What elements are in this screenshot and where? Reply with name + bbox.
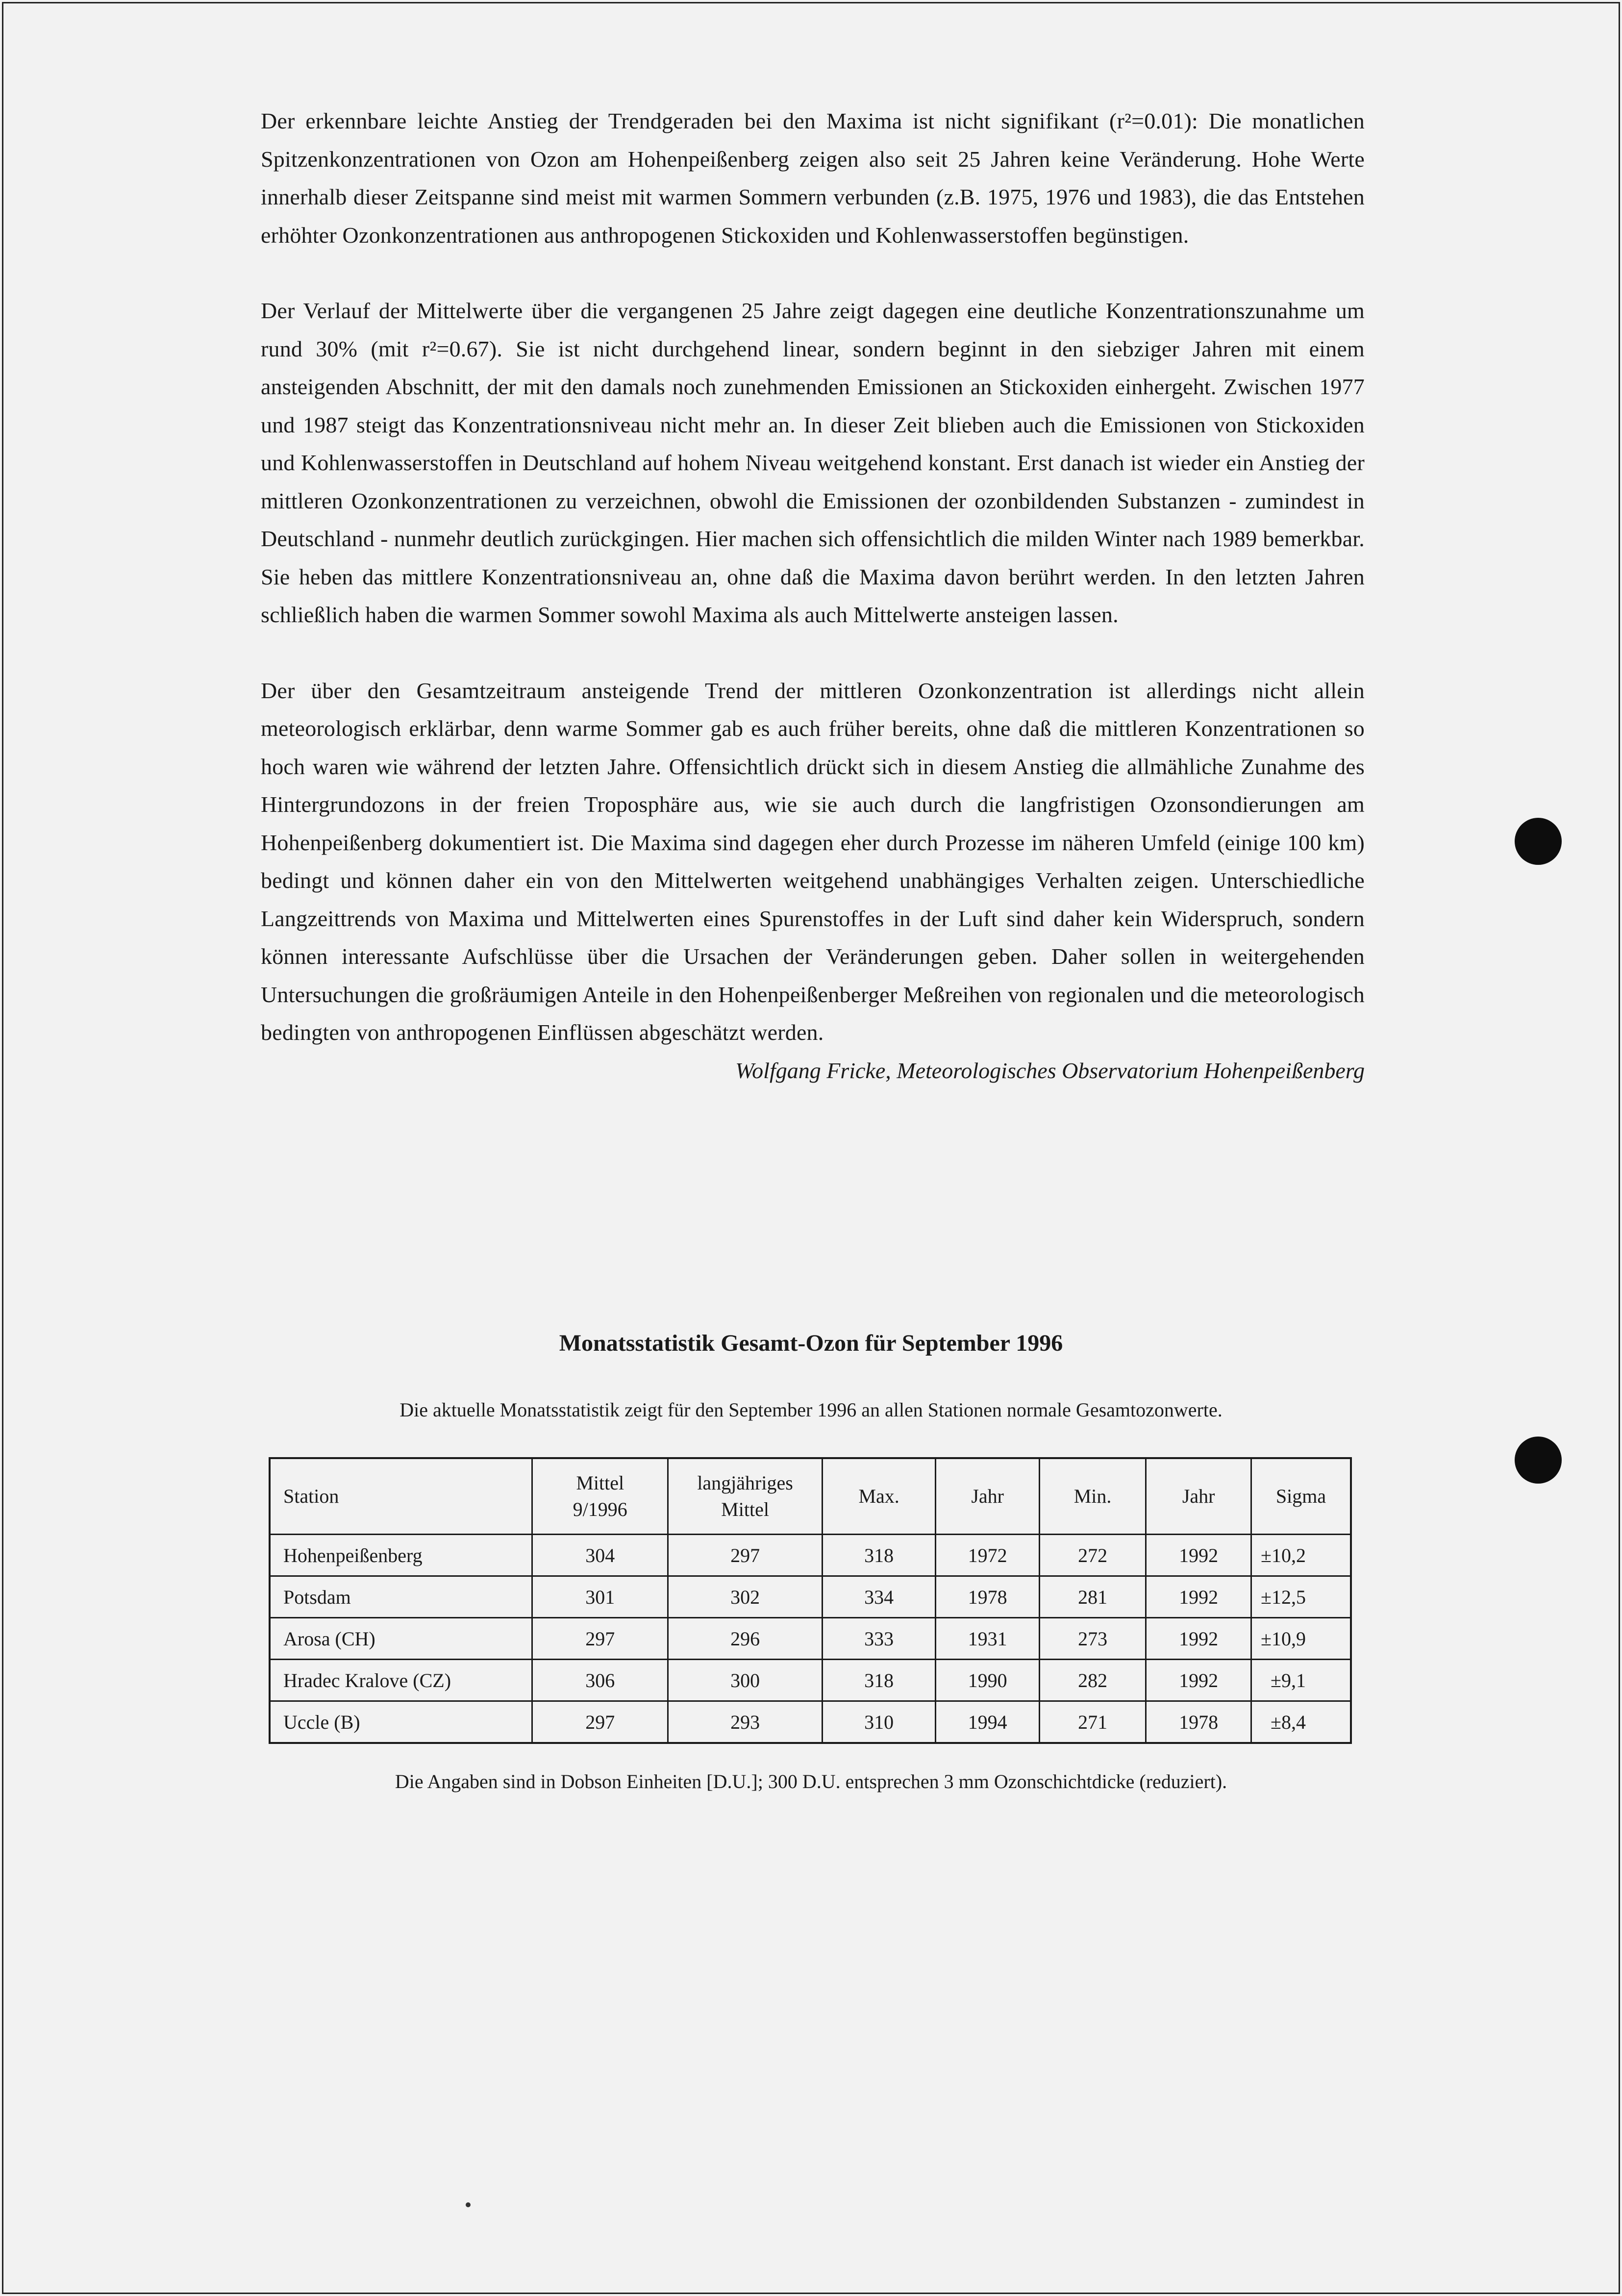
cell-min: 282 <box>1039 1660 1146 1701</box>
header-mittel-line1: Mittel <box>576 1472 624 1494</box>
paragraph-maxima-trend: Der erkennbare leichte Anstieg der Trendgeraden bei den Maxima ist nicht signifikant (r²=0.01): Die monatlichen Spitzenkonzentrationen von Ozon am Hohenpeißenberg zeigen also seit 25 Jahren keine Veränderung. Hohe Werte innerhalb dieser Zeitspanne sind meist mit warmen Sommern verbunden (z.B. 1975, 1976 und 1983), die das Entstehen erhöhter Ozonkonzentrationen aus anthropogenen Stickoxiden und Kohlenwasserstoffen begünstigen. <box>261 108 1365 248</box>
header-max-year: Jahr <box>936 1458 1040 1535</box>
punch-hole-lower <box>1515 1437 1562 1484</box>
cell-max: 333 <box>822 1618 935 1660</box>
cell-min: 281 <box>1039 1576 1146 1618</box>
header-mittel <box>532 1458 668 1535</box>
cell-max-year: 1990 <box>936 1660 1040 1701</box>
header-min-year: Jahr <box>1146 1458 1251 1535</box>
header-mittel-line2: 9/1996 <box>573 1498 627 1520</box>
cell-max-year: 1931 <box>936 1618 1040 1660</box>
cell-langjaehrig: 296 <box>668 1618 823 1660</box>
cell-sigma: ±8,4 <box>1251 1701 1351 1743</box>
header-max: Max. <box>822 1458 935 1535</box>
table-row <box>270 1701 1351 1743</box>
table-row <box>270 1535 1351 1576</box>
cell-station: Hradec Kralove (CZ) <box>270 1660 532 1701</box>
cell-max-year: 1972 <box>936 1535 1040 1576</box>
cell-min-year: 1992 <box>1146 1660 1251 1701</box>
cell-mittel: 301 <box>532 1576 668 1618</box>
cell-sigma: ±9,1 <box>1251 1660 1351 1701</box>
header-langjaehrig <box>668 1458 823 1535</box>
cell-max: 318 <box>822 1535 935 1576</box>
header-sigma: Sigma <box>1251 1458 1351 1535</box>
cell-station: Hohenpeißenberg <box>270 1535 532 1576</box>
cell-station: Uccle (B) <box>270 1701 532 1743</box>
cell-max: 318 <box>822 1660 935 1701</box>
header-langjaehrig-line1: langjähriges <box>697 1472 793 1494</box>
cell-max: 310 <box>822 1701 935 1743</box>
cell-mittel: 297 <box>532 1701 668 1743</box>
cell-sigma: ±10,2 <box>1251 1535 1351 1576</box>
header-min: Min. <box>1039 1458 1146 1535</box>
cell-mittel: 304 <box>532 1535 668 1576</box>
cell-max-year: 1978 <box>936 1576 1040 1618</box>
cell-min: 272 <box>1039 1535 1146 1576</box>
punch-hole-upper <box>1515 818 1562 865</box>
table-row <box>270 1618 1351 1660</box>
cell-min: 271 <box>1039 1701 1146 1743</box>
cell-min-year: 1978 <box>1146 1701 1251 1743</box>
cell-langjaehrig: 300 <box>668 1660 823 1701</box>
author-signature: Wolfgang Fricke, Meteorologisches Observatorium Hohenpeißenberg <box>735 1058 1365 1083</box>
table-row <box>270 1576 1351 1618</box>
statistics-intro: Die aktuelle Monatsstatistik zeigt für den September 1996 an allen Stationen normale Gesamtozonwerte. <box>399 1399 1223 1421</box>
ozone-statistics-table <box>269 1457 1352 1744</box>
cell-min-year: 1992 <box>1146 1618 1251 1660</box>
cell-max: 334 <box>822 1576 935 1618</box>
paragraph-background-ozone: Der über den Gesamtzeitraum ansteigende Trend der mittleren Ozonkonzentration ist allerdings nicht allein meteorologisch erklärbar, denn warme Sommer gab es auch früher bereits, ohne daß die mittleren Konzentrationen so hoch waren wie während der letzten Jahre. Offensichtlich drückt sich in diesem Anstieg die allmähliche Zunahme des Hintergrundozons in der freien Troposphäre aus, wie sie auch durch die langfristigen Ozonsondierungen am Hohenpeißenberg dokumentiert ist. Die Maxima sind dagegen eher durch Prozesse im näheren Umfeld (einige 100 km) bedingt und können daher ein von den Mittelwerten weitgehend unabhängiges Verhalten zeigen. Unterschiedliche Langzeittrends von Maxima und Mittelwerten eines Spurenstoffes in der Luft sind daher kein Widerspruch, sondern können interessante Aufschlüsse über die Ursachen der Veränderungen geben. Daher sollen in weitergehenden Untersuchungen die großräumigen Anteile in den Hohenpeißenberger Meßreihen von regionalen und die meteorologisch bedingten von anthropogenen Einflüssen abgeschätzt werden. <box>261 678 1365 1045</box>
stray-mark <box>466 2202 471 2207</box>
cell-sigma: ±10,9 <box>1251 1618 1351 1660</box>
cell-min: 273 <box>1039 1618 1146 1660</box>
cell-mittel: 306 <box>532 1660 668 1701</box>
cell-station: Arosa (CH) <box>270 1618 532 1660</box>
cell-station: Potsdam <box>270 1576 532 1618</box>
statistics-title: Monatsstatistik Gesamt-Ozon für September 1996 <box>559 1330 1063 1356</box>
table-header-row <box>270 1458 1351 1535</box>
article-body <box>261 102 1365 1089</box>
cell-min-year: 1992 <box>1146 1535 1251 1576</box>
cell-langjaehrig: 297 <box>668 1535 823 1576</box>
cell-max-year: 1994 <box>936 1701 1040 1743</box>
units-footnote: Die Angaben sind in Dobson Einheiten [D.U.]; 300 D.U. entsprechen 3 mm Ozonschichtdicke (reduziert). <box>395 1770 1227 1792</box>
paragraph-mean-trend: Der Verlauf der Mittelwerte über die vergangenen 25 Jahre zeigt dagegen eine deutliche Konzentrationszunahme um rund 30% (mit r²=0.67). Sie ist nicht durchgehend linear, sondern beginnt in den siebziger Jahren mit einem ansteigenden Abschnitt, der mit den damals noch zunehmenden Emissionen an Stickoxiden einhergeht. Zwischen 1977 und 1987 steigt das Konzentrationsniveau nicht mehr an. In dieser Zeit blieben auch die Emissionen von Stickoxiden und Kohlenwasserstoffen in Deutschland auf hohem Niveau weitgehend konstant. Erst danach ist wieder ein Anstieg der mittleren Ozonkonzentrationen zu verzeichnen, obwohl die Emissionen der ozonbildenden Substanzen - zumindest in Deutschland - nunmehr deutlich zurückgingen. Hier machen sich offensichtlich die milden Winter nach 1989 bemerkbar. Sie heben das mittlere Konzentrationsniveau an, ohne daß die Maxima davon berührt werden. In den letzten Jahren schließlich haben die warmen Sommer sowohl Maxima als auch Mittelwerte ansteigen lassen. <box>261 298 1365 627</box>
header-station: Station <box>270 1458 532 1535</box>
table-row <box>270 1660 1351 1701</box>
header-langjaehrig-line2: Mittel <box>721 1498 769 1520</box>
cell-langjaehrig: 302 <box>668 1576 823 1618</box>
cell-mittel: 297 <box>532 1618 668 1660</box>
cell-langjaehrig: 293 <box>668 1701 823 1743</box>
cell-min-year: 1992 <box>1146 1576 1251 1618</box>
cell-sigma: ±12,5 <box>1251 1576 1351 1618</box>
